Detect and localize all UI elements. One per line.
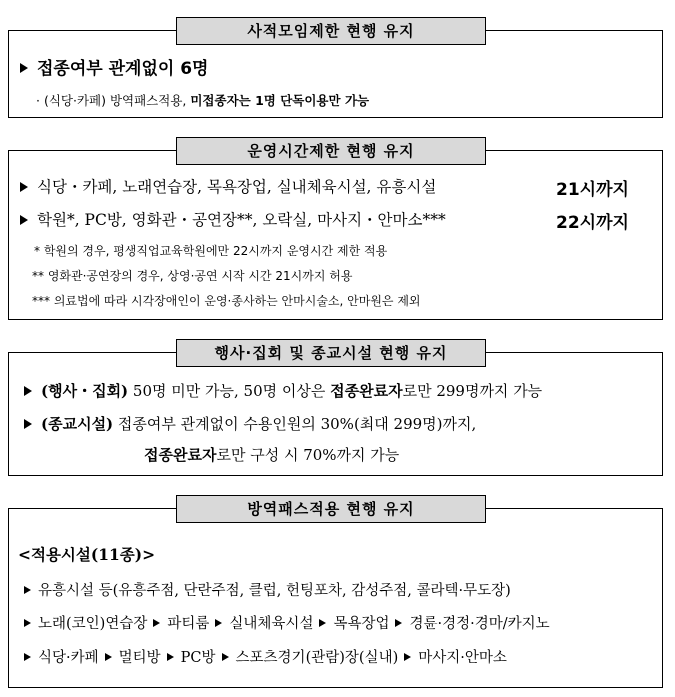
section-pass-title: 방역패스적용 현행 유지 — [176, 495, 486, 523]
bullet-triangle-icon — [395, 619, 402, 627]
pass-heading: <적용시설(11종)> — [18, 545, 156, 564]
gathering-sub: · (식당·카페) 방역패스적용, 미접종자는 1명 단독이용만 가능 — [36, 93, 370, 108]
hours-row-21: 식당・카페, 노래연습장, 목욕장업, 실내체육시설, 유흥시설 — [20, 175, 436, 197]
hours-time-21: 21시까지 — [556, 180, 629, 200]
hours-row-22: 학원*, PC방, 영화관・공연장**, 오락실, 마사지・안마소*** — [20, 208, 446, 230]
bullet-triangle-icon — [24, 419, 32, 429]
religion-row: (종교시설) 접종여부 관계없이 수용인원의 30%(최대 299명)까지, — [24, 413, 476, 434]
bullet-triangle-icon — [222, 653, 229, 661]
pass-row-2: 노래(코인)연습장 파티룸 실내체육시설 목욕장업 경륜·경정·경마/카지노 — [24, 612, 550, 633]
section-hours-title: 운영시간제한 현행 유지 — [176, 137, 486, 165]
hours-note-2: ** 영화관·공연장의 경우, 상영·공연 시작 시간 21시까지 허용 — [32, 269, 353, 283]
hours-note-1: * 학원의 경우, 평생직업교육학원에만 22시까지 운영시간 제한 적용 — [34, 244, 388, 258]
hours-note-3: *** 의료법에 따라 시각장애인이 운영·종사하는 안마시술소, 안마원은 제외 — [32, 294, 421, 308]
bullet-triangle-icon — [20, 215, 28, 225]
bullet-triangle-icon — [24, 619, 31, 627]
religion-row-cont: 접종완료자로만 구성 시 70%까지 가능 — [144, 446, 400, 464]
bullet-triangle-icon — [24, 653, 31, 661]
hours-time-22: 22시까지 — [556, 213, 629, 233]
bullet-triangle-icon — [20, 182, 28, 192]
bullet-triangle-icon — [24, 586, 31, 594]
bullet-triangle-icon — [153, 619, 160, 627]
bullet-triangle-icon — [404, 653, 411, 661]
bullet-triangle-icon — [215, 619, 222, 627]
gathering-main: 접종여부 관계없이 6명 — [20, 54, 208, 79]
section-gathering-title: 사적모임제한 현행 유지 — [176, 17, 486, 45]
pass-row-3: 식당·카페 멀티방 PC방 스포츠경기(관람)장(실내) 마사지·안마소 — [24, 646, 507, 667]
section-events-title: 행사·집회 및 종교시설 현행 유지 — [176, 339, 486, 367]
bullet-triangle-icon — [105, 653, 112, 661]
pass-row-1: 유흥시설 등(유흥주점, 단란주점, 클럽, 헌팅포차, 감성주점, 콜라텍·무도장) — [24, 579, 511, 600]
bullet-triangle-icon — [167, 653, 174, 661]
bullet-triangle-icon — [319, 619, 326, 627]
events-row: (행사・집회) 50명 미만 가능, 50명 이상은 접종완료자로만 299명까지 가능 — [24, 380, 542, 401]
bullet-triangle-icon — [20, 63, 28, 73]
bullet-triangle-icon — [24, 386, 32, 396]
